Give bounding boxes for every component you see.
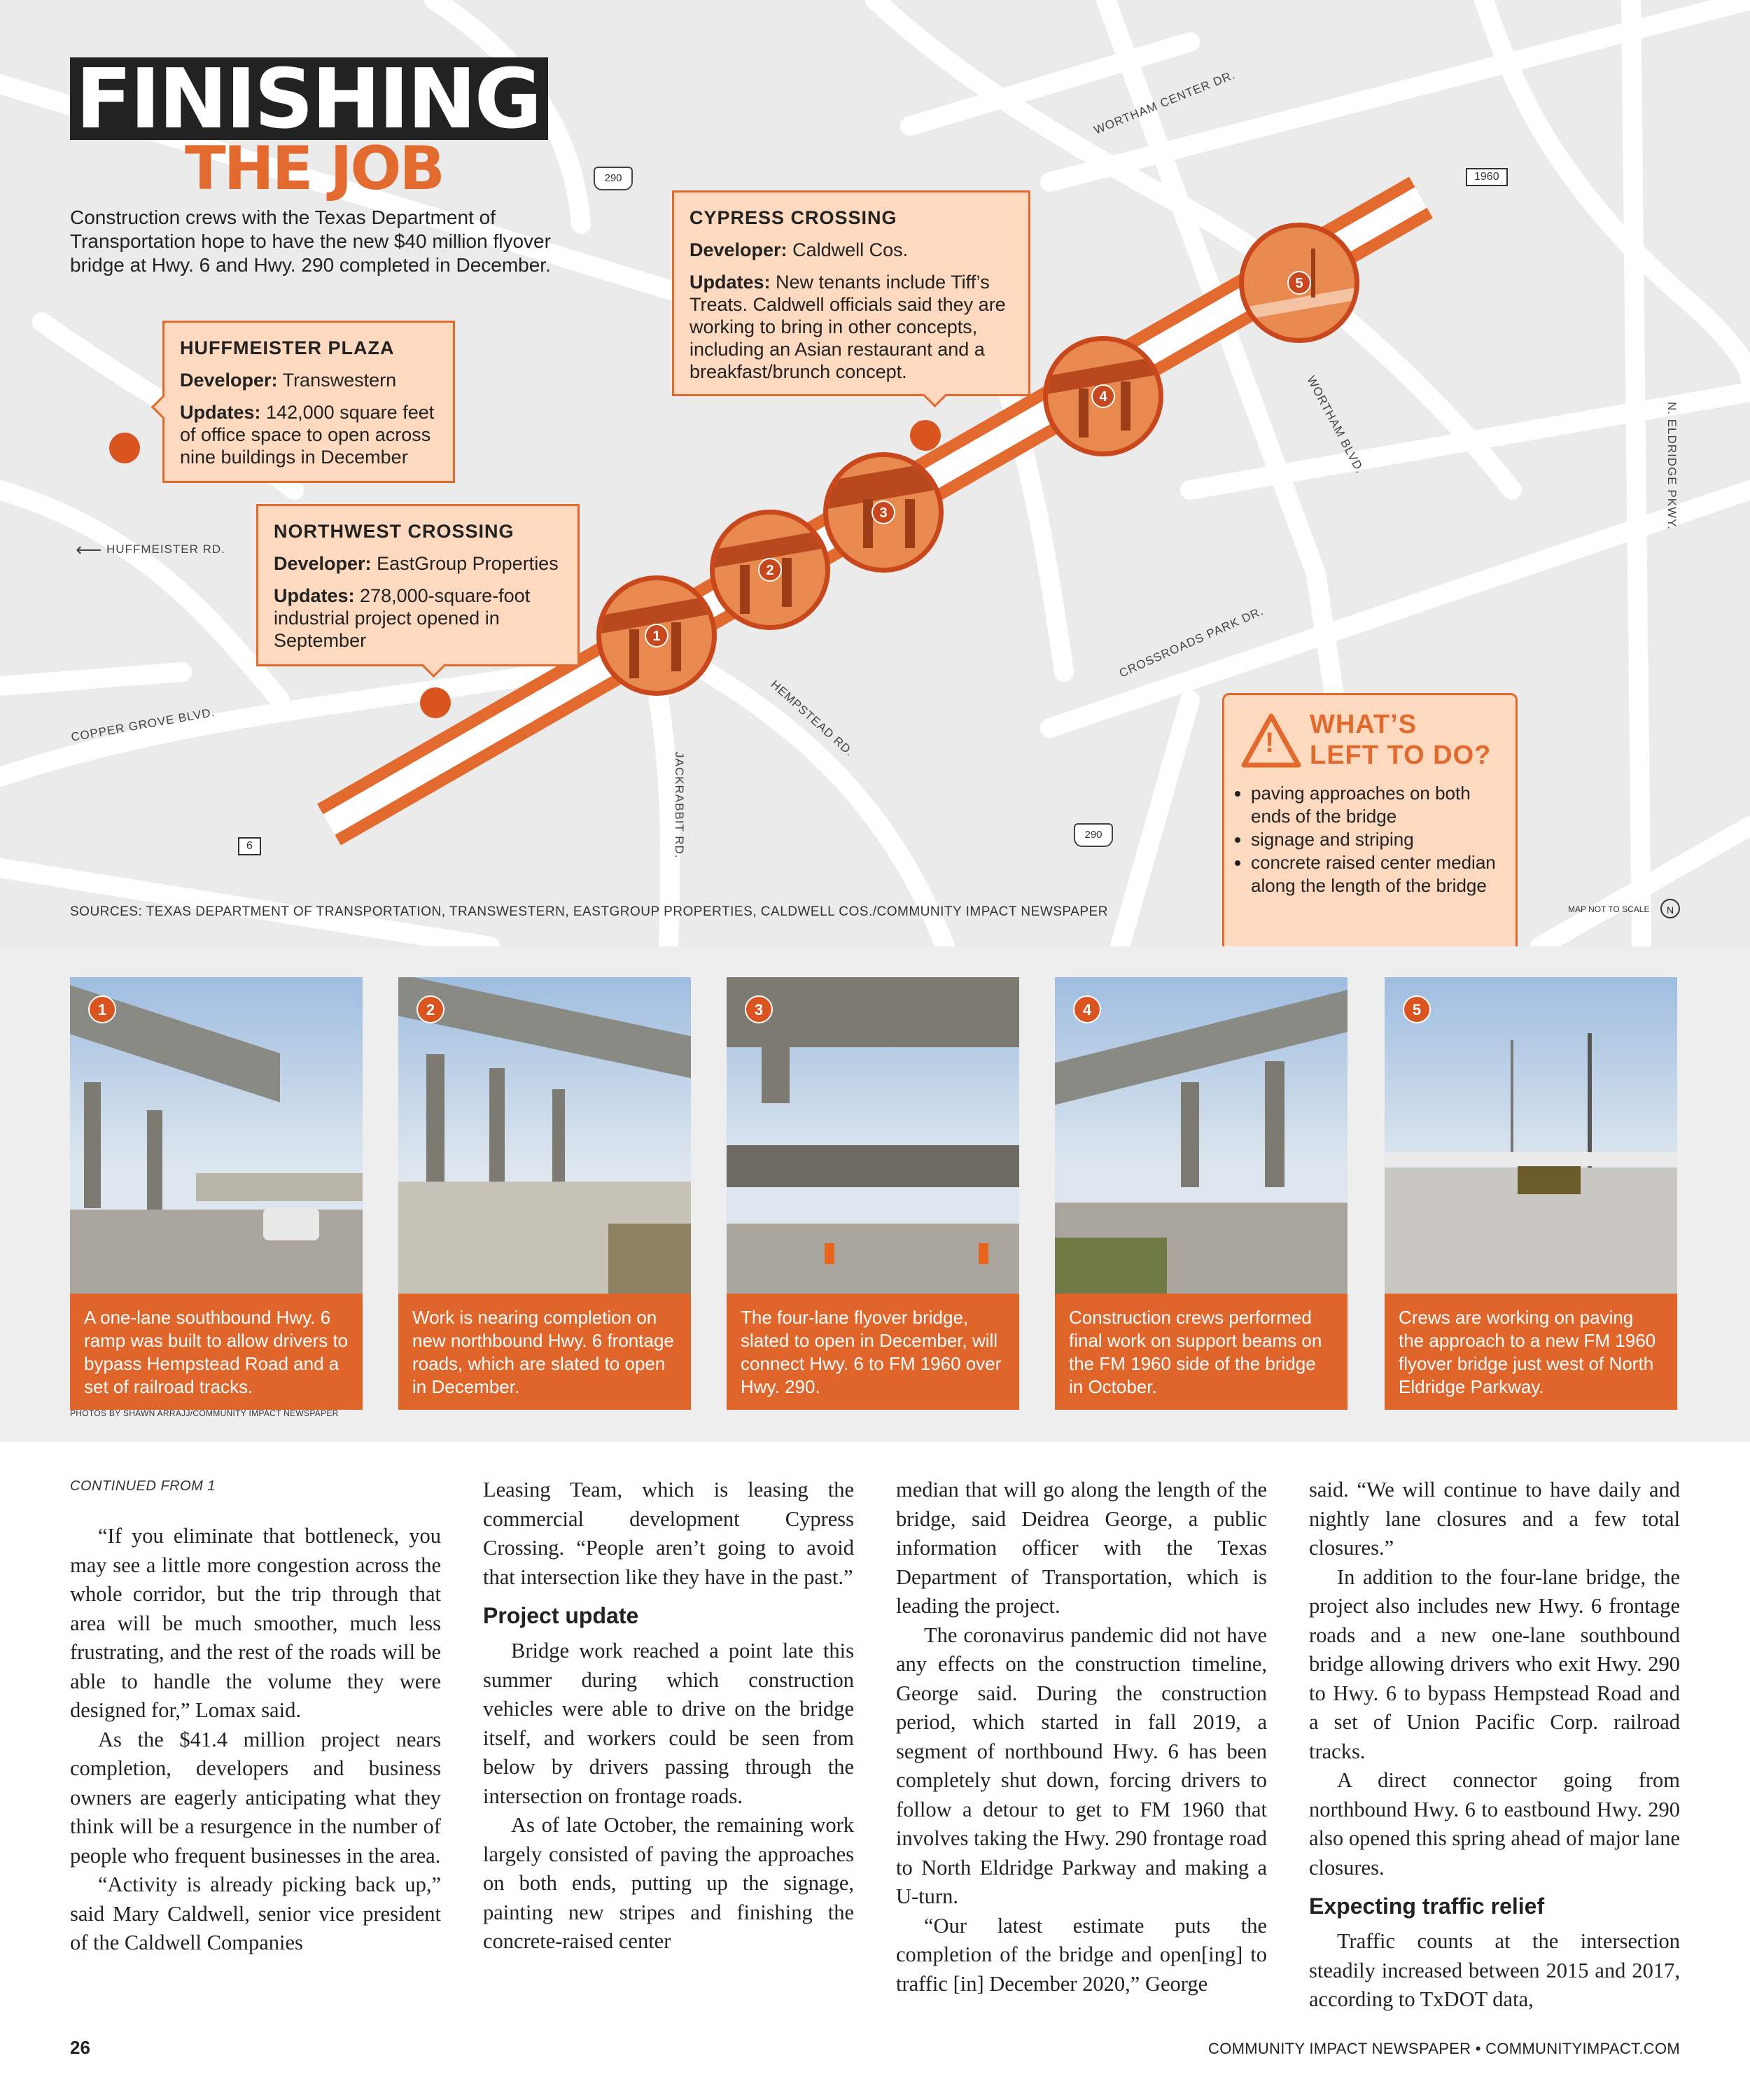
callout-developer: [180, 369, 438, 391]
photo-pier: [84, 1082, 101, 1208]
map-scale-note: MAP NOT TO SCALE: [1568, 904, 1650, 914]
circle-photo-5: [1239, 223, 1359, 343]
north-arrow-icon: N: [1660, 899, 1680, 918]
photo-2: [398, 977, 691, 1294]
photo-pier: [762, 1019, 790, 1103]
photo-column: [671, 622, 681, 671]
paragraph: “Activity is already picking back up,” said Mary Caldwell, senior vice president of the Caldwell Companies: [70, 1872, 441, 1954]
photo-3: [727, 977, 1019, 1294]
road-label-n-eldridge: N. ELDRIDGE PKWY.: [1665, 402, 1679, 530]
circle-photo-4: [1043, 336, 1163, 456]
arrow-left-icon: ⟵: [76, 539, 103, 560]
photo-dirt: [608, 1224, 691, 1294]
callout-huffmeister-plaza: [162, 321, 455, 483]
callout-title: CYPRESS CROSSING: [690, 207, 897, 228]
photo-pole: [1311, 248, 1315, 298]
developer-value: Caldwell Cos.: [792, 239, 909, 260]
photo-pier: [489, 1068, 505, 1187]
article-column-4: [1309, 1476, 1680, 2015]
photo-card-5: [1385, 977, 1677, 1410]
callout-developer: [690, 239, 1013, 261]
photo-ramp: [196, 1173, 363, 1201]
continued-from: CONTINUED FROM 1: [70, 1478, 216, 1494]
updates-label: Updates:: [274, 585, 355, 606]
paragraph: A direct connector going from northbound Hwy. 6 to eastbound Hwy. 290 also opened this spring ahead of major lane closures.: [1309, 1768, 1680, 1879]
photo-4: [1055, 977, 1348, 1294]
paragraph: In addition to the four-lane bridge, the project also includes new Hwy. 6 frontage roads and a new one-lane southbound bridge allowing drivers who exit Hwy. 290 to Hwy. 6 to bypass Hempstead Road and a set of Union Pacific Corp. railroad tracks.: [1309, 1564, 1680, 1763]
subhead-project-update: Project update: [483, 1603, 639, 1628]
photo-column: [1079, 388, 1088, 438]
updates-label: Updates:: [180, 402, 261, 423]
photo-caption: Crews are working on paving the approach to a new FM 1960 flyover bridge just west of North Eldridge Parkway.: [1385, 1294, 1677, 1410]
location-dot-huffmeister: [109, 433, 140, 463]
photo-card-3: [727, 977, 1019, 1410]
paragraph: Bridge work reached a point late this summer during which construction vehicles were able to drive on the bridge itself, and workers could be seen from below by drivers passing through the intersection on frontage roads.: [483, 1639, 854, 1808]
paragraph: As of late October, the remaining work largely consisted of paving the approaches on both ends, putting up the signage, painting new stripes and finishing the concrete-raised center: [483, 1813, 854, 1953]
developer-value: EastGroup Properties: [377, 553, 559, 574]
paragraph: median that will go along the length of the bridge, said Deidrea George, a public information officer with the Texas Department of Transportation, which is leading the project.: [896, 1478, 1267, 1618]
photo-caption: The four-lane flyover bridge, slated to open in December, will connect Hwy. 6 to FM 1960 over Hwy. 290.: [727, 1294, 1019, 1410]
route-shield-290-top: 290: [594, 167, 633, 190]
photo-number: 5: [1403, 995, 1431, 1023]
route-box-6: 6: [238, 837, 261, 855]
photo-car: [263, 1208, 319, 1240]
circle-photo-3: [823, 452, 944, 573]
article-column-3: [896, 1476, 1267, 1998]
photo-column: [782, 558, 792, 607]
paragraph: The coronavirus pandemic did not have any effects on the construction timeline, George said. During the construction period, which started in fall 2019, a segment of northbound Hwy. 6 has been completely shut down, forcing drivers to follow a detour to get to FM 1960 that involves taking the Hwy. 290 frontage road to North Eldridge Parkway and making a U-turn.: [896, 1623, 1267, 1908]
photo-column: [905, 499, 915, 548]
callout-updates: [690, 271, 1013, 383]
photo-number: 1: [88, 995, 116, 1023]
subhead-expecting-traffic-relief: Expecting traffic relief: [1309, 1893, 1545, 1919]
photo-pier: [1181, 1082, 1199, 1187]
road-label-hempstead: HEMPSTEAD RD.: [768, 678, 857, 760]
updates-value: 278,000-square-foot industrial project opened in September: [274, 585, 531, 651]
photo-ground: [727, 1224, 1019, 1294]
page-number: 26: [70, 2037, 90, 2058]
circle-number: 3: [872, 500, 895, 524]
photo-column: [629, 629, 639, 678]
circle-number: 4: [1091, 384, 1115, 408]
updates-label: Updates:: [690, 272, 771, 293]
title-line-1: WHAT’S: [1310, 710, 1418, 739]
photo-concrete: [1385, 1152, 1677, 1166]
photo-column: [1121, 382, 1130, 430]
circle-number: 5: [1287, 271, 1311, 295]
photo-pier: [426, 1054, 444, 1187]
callout-northwest-crossing: [256, 504, 580, 666]
road-label-wortham-blvd: WORTHAM BLVD.: [1304, 374, 1367, 476]
location-dot-cypress: [910, 420, 941, 451]
developer-label: Developer:: [180, 370, 278, 391]
road-label-wortham-center: WORTHAM CENTER DR.: [1092, 68, 1238, 137]
title-line-2: LEFT TO DO?: [1310, 741, 1492, 770]
developer-label: Developer:: [274, 553, 372, 574]
article-body: [70, 1476, 1680, 2036]
photo-strip: [0, 946, 1750, 1442]
list-item: • signage and striping: [1251, 828, 1510, 851]
photo-caption: Work is nearing completion on new northbound Hwy. 6 frontage roads, which are slated to open in December.: [398, 1294, 691, 1410]
paragraph: “If you eliminate that bottleneck, you may see a little more congestion across the whole corridor, but the trip through that area will be much smoother, much less frustrating, and the rest of the roads will be able to handle the volume they were designed for,” Lomax said.: [70, 1524, 441, 1722]
footer-publication: COMMUNITY IMPACT NEWSPAPER • COMMUNITYIMPACT.COM: [1208, 2040, 1680, 2057]
callout-developer: [274, 552, 562, 575]
photo-caption: Construction crews performed final work on support beams on the FM 1960 side of the bridge in October.: [1055, 1294, 1348, 1410]
map-graphic: [0, 0, 1750, 946]
photo-caption: A one-lane southbound Hwy. 6 ramp was built to allow drivers to bypass Hempstead Road and a set of railroad tracks.: [70, 1294, 363, 1410]
photo-column: [863, 499, 873, 548]
photo-column: [740, 565, 750, 614]
photo-light-pole: [1511, 1040, 1513, 1166]
route-shield-290-bottom: 290: [1074, 823, 1113, 847]
circle-number: 2: [758, 558, 782, 582]
photo-grass: [1055, 1238, 1167, 1294]
article-column-1: [70, 1476, 441, 1958]
sources-line: SOURCES: TEXAS DEPARTMENT OF TRANSPORTATION, TRANSWESTERN, EASTGROUP PROPERTIES, CALDWELL COS./COMMUNITY IMPACT NEWSPAPER: [70, 904, 1108, 919]
intro-text: Construction crews with the Texas Department of Transportation hope to have the new $40 million flyover bridge at Hwy. 6 and Hwy. 290 completed in December.: [70, 206, 551, 276]
photo-5: [1385, 977, 1677, 1294]
whats-left-list: [1236, 782, 1510, 897]
location-dot-northwest: [420, 687, 451, 718]
whats-left-box: [1222, 693, 1518, 946]
photo-second-deck: [727, 1145, 1019, 1187]
paragraph: said. “We will continue to have daily and nightly lane closures and a few total closures.”: [1309, 1478, 1680, 1560]
photo-number: 3: [745, 995, 773, 1023]
photo-card-2: [398, 977, 691, 1410]
photo-1: [70, 977, 363, 1294]
callout-updates: [180, 401, 438, 468]
whats-left-title: [1310, 709, 1491, 771]
paragraph: As the $41.4 million project nears completion, developers and business owners are eagerly anticipating what they think will be a resurgence in the number of people who frequent businesses in the area.: [70, 1727, 441, 1868]
road-label-jackrabbit: JACKRABBIT RD.: [673, 752, 686, 859]
developer-value: Transwestern: [282, 370, 397, 391]
list-item: • concrete raised center median along the length of the bridge: [1251, 851, 1510, 897]
paragraph: Leasing Team, which is leasing the commercial development Cypress Crossing. “People aren’t going to avoid that intersection like they have in the past.”: [483, 1478, 854, 1589]
title-the-job: THE JOB: [185, 134, 443, 204]
circle-number: 1: [645, 624, 668, 648]
circle-photo-1: [596, 575, 717, 696]
route-box-1960: 1960: [1466, 168, 1508, 186]
callout-title: HUFFMEISTER PLAZA: [180, 337, 395, 358]
photo-pier: [552, 1089, 565, 1187]
callout-cypress-crossing: [672, 190, 1030, 396]
road-label-huffmeister: [76, 539, 225, 561]
warning-exclamation: !: [1265, 727, 1275, 758]
road-label-crossroads: CROSSROADS PARK DR.: [1117, 604, 1266, 680]
callout-title: NORTHWEST CROSSING: [274, 521, 514, 542]
article-column-2: [483, 1476, 854, 1956]
paragraph: “Our latest estimate puts the completion of the bridge and open[ing] to traffic [in] December 2020,” George: [896, 1913, 1267, 1996]
callout-updates: [274, 584, 562, 652]
updates-value: New tenants include Tiff’s Treats. Caldwell officials said they are working to bring in other concepts, including an Asian restaurant and a breakfast/brunch concept.: [690, 272, 1006, 382]
photo-credit: PHOTOS BY SHAWN ARRAJJ/COMMUNITY IMPACT NEWSPAPER: [70, 1408, 339, 1418]
developer-label: Developer:: [690, 239, 788, 260]
road-label-copper-grove: COPPER GROVE BLVD.: [70, 705, 216, 744]
paragraph: Traffic counts at the intersection steadily increased between 2015 and 2017, according to TxDOT data,: [1309, 1929, 1680, 2011]
photo-number: 2: [416, 995, 444, 1023]
title-finishing: FINISHING: [70, 57, 548, 140]
photo-pier: [147, 1110, 162, 1215]
huffmeister-label-text: HUFFMEISTER RD.: [106, 542, 225, 556]
list-item: • paving approaches on both ends of the bridge: [1251, 782, 1510, 828]
photo-card-1: [70, 977, 363, 1410]
photo-card-4: [1055, 977, 1348, 1410]
circle-photo-2: [710, 510, 830, 630]
photo-cone: [825, 1243, 834, 1264]
photo-number: 4: [1073, 995, 1101, 1023]
updates-value: 142,000 square feet of office space to open across nine buildings in December: [180, 402, 435, 468]
photo-cone: [979, 1243, 988, 1264]
photo-pier: [1265, 1061, 1284, 1187]
